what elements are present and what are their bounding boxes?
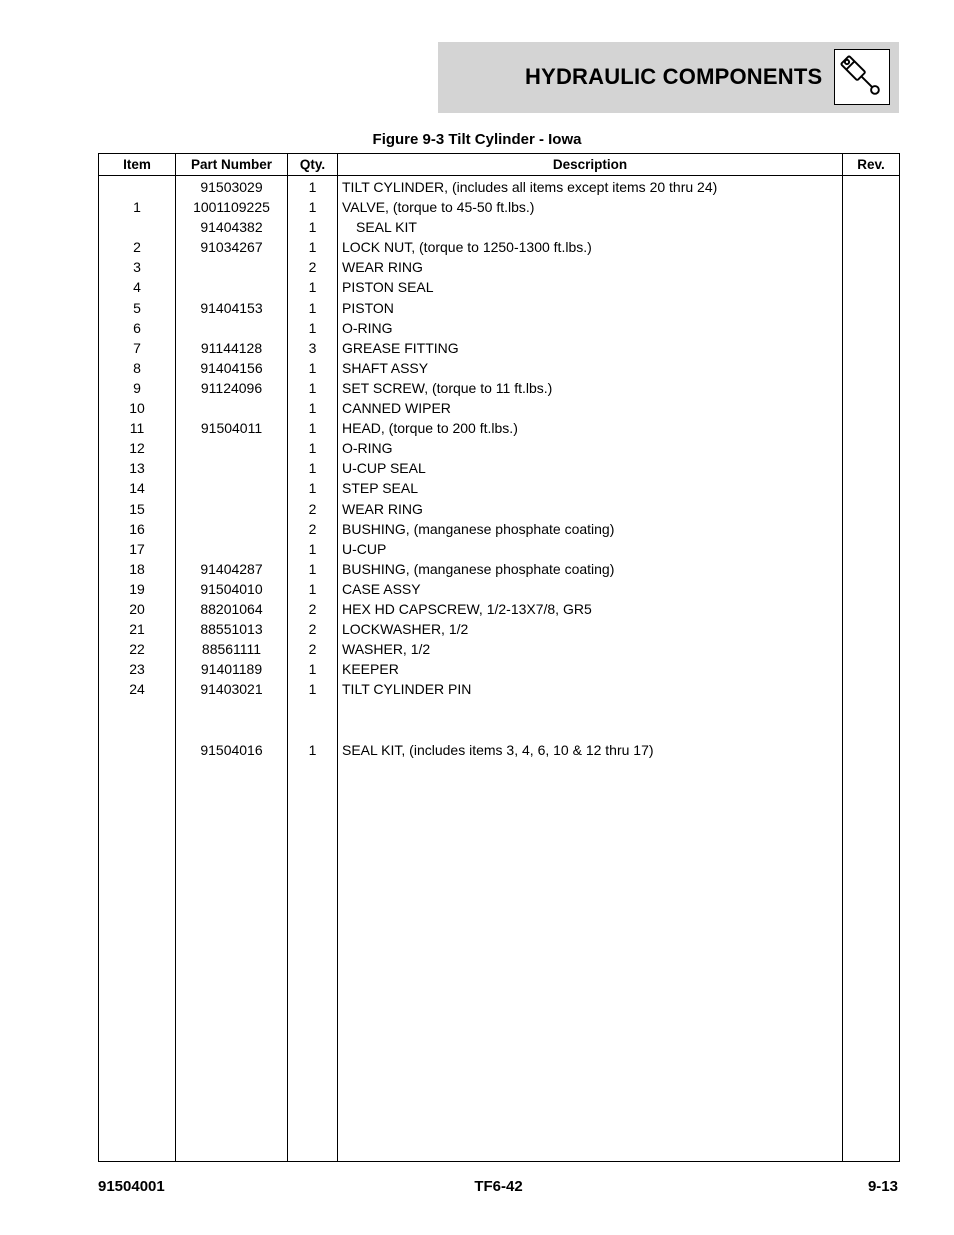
cell-description: U-CUP SEAL <box>338 459 843 479</box>
cell-rev <box>843 459 900 479</box>
cell-rev <box>843 339 900 359</box>
cell-rev <box>843 700 900 720</box>
table-row <box>99 218 900 238</box>
cell-rev <box>843 198 900 218</box>
cell-rev <box>843 278 900 298</box>
cell-item: 11 <box>99 419 176 439</box>
cell-description: O-RING <box>338 319 843 339</box>
column-header-item: Item <box>99 154 176 176</box>
table-filler-row <box>99 761 900 1162</box>
cell-part-number: 91403021 <box>176 680 288 700</box>
cell-rev <box>843 580 900 600</box>
cell-description: STEP SEAL <box>338 479 843 499</box>
cell-qty: 1 <box>288 540 338 560</box>
table-row <box>99 560 900 580</box>
cell-item: 5 <box>99 299 176 319</box>
cell-qty: 1 <box>288 680 338 700</box>
footer-page-number: 9-13 <box>867 1178 898 1195</box>
cell-qty: 1 <box>288 379 338 399</box>
cell-qty: 1 <box>288 278 338 298</box>
cell-description: CASE ASSY <box>338 580 843 600</box>
cell-part-number: 91144128 <box>176 339 288 359</box>
cell-item: 1 <box>99 198 176 218</box>
cell-item: 8 <box>99 359 176 379</box>
cell-part-number <box>176 540 288 560</box>
cell-item: 13 <box>99 459 176 479</box>
cell-description: WASHER, 1/2 <box>338 640 843 660</box>
cell-part-number: 91404156 <box>176 359 288 379</box>
cell-item: 3 <box>99 258 176 278</box>
cell-part-number <box>176 500 288 520</box>
cell-rev <box>843 680 900 700</box>
cell-qty <box>288 700 338 720</box>
cell-item: 12 <box>99 439 176 459</box>
figure-title: Figure 9-3 Tilt Cylinder - Iowa <box>372 131 582 148</box>
cell-rev <box>843 238 900 258</box>
cell-description: PISTON SEAL <box>338 278 843 298</box>
cell-qty: 1 <box>288 198 338 218</box>
filler-cell <box>843 761 900 1162</box>
cell-part-number <box>176 278 288 298</box>
cell-item: 18 <box>99 560 176 580</box>
cell-qty: 2 <box>288 520 338 540</box>
table-row <box>99 419 900 439</box>
cell-qty: 1 <box>288 399 338 419</box>
cell-description: PISTON <box>338 299 843 319</box>
table-row <box>99 680 900 700</box>
cell-rev <box>843 500 900 520</box>
cell-rev <box>843 379 900 399</box>
cell-rev <box>843 399 900 419</box>
cell-description: CANNED WIPER <box>338 399 843 419</box>
cell-rev <box>843 479 900 499</box>
cell-description: GREASE FITTING <box>338 339 843 359</box>
table-row <box>99 379 900 399</box>
column-header-part-number: Part Number <box>176 154 288 176</box>
table-row <box>99 339 900 359</box>
cell-item: 7 <box>99 339 176 359</box>
cell-qty: 1 <box>288 439 338 459</box>
cell-item: 4 <box>99 278 176 298</box>
cell-part-number: 91503029 <box>176 176 288 199</box>
cell-rev <box>843 660 900 680</box>
cell-qty: 2 <box>288 258 338 278</box>
cell-item <box>99 700 176 720</box>
column-header-rev: Rev. <box>843 154 900 176</box>
indented-description: SEAL KIT <box>356 219 417 236</box>
table-row <box>99 198 900 218</box>
cell-qty: 1 <box>288 419 338 439</box>
cell-item: 21 <box>99 620 176 640</box>
cell-description: SEAL KIT, (includes items 3, 4, 6, 10 & 12 thru 17) <box>338 741 843 761</box>
cell-part-number: 91404287 <box>176 560 288 580</box>
cell-qty: 2 <box>288 620 338 640</box>
table-row <box>99 620 900 640</box>
filler-cell <box>176 761 288 1162</box>
cell-part-number <box>176 258 288 278</box>
cell-description <box>338 218 843 238</box>
cell-qty: 1 <box>288 741 338 761</box>
footer-document-number: 91504001 <box>98 1178 165 1195</box>
cell-part-number <box>176 700 288 720</box>
cell-part-number: 91404153 <box>176 299 288 319</box>
cell-rev <box>843 520 900 540</box>
cell-item: 20 <box>99 600 176 620</box>
cell-qty: 1 <box>288 560 338 580</box>
cell-rev <box>843 258 900 278</box>
table-row <box>99 660 900 680</box>
cell-qty: 1 <box>288 319 338 339</box>
cell-item: 14 <box>99 479 176 499</box>
cell-part-number <box>176 479 288 499</box>
cell-rev <box>843 176 900 199</box>
cell-part-number: 1001109225 <box>176 198 288 218</box>
cell-item: 15 <box>99 500 176 520</box>
cell-description: HEAD, (torque to 200 ft.lbs.) <box>338 419 843 439</box>
cell-description: TILT CYLINDER PIN <box>338 680 843 700</box>
cell-qty: 1 <box>288 359 338 379</box>
cell-part-number: 88551013 <box>176 620 288 640</box>
cell-part-number: 91504016 <box>176 741 288 761</box>
cell-qty: 1 <box>288 660 338 680</box>
cell-description: SET SCREW, (torque to 11 ft.lbs.) <box>338 379 843 399</box>
cell-part-number: 88561111 <box>176 640 288 660</box>
cell-description: U-CUP <box>338 540 843 560</box>
cell-rev <box>843 640 900 660</box>
cell-item: 19 <box>99 580 176 600</box>
cell-part-number: 88201064 <box>176 600 288 620</box>
footer-model: TF6-42 <box>474 1178 523 1195</box>
cell-part-number: 91034267 <box>176 238 288 258</box>
cell-qty: 1 <box>288 176 338 199</box>
cell-part-number <box>176 399 288 419</box>
cell-description: WEAR RING <box>338 500 843 520</box>
cell-description: LOCK NUT, (torque to 1250-1300 ft.lbs.) <box>338 238 843 258</box>
cell-description: WEAR RING <box>338 258 843 278</box>
cell-item: 9 <box>99 379 176 399</box>
cell-description: TILT CYLINDER, (includes all items except items 20 thru 24) <box>338 176 843 199</box>
section-header <box>438 42 899 113</box>
table-row <box>99 299 900 319</box>
cell-part-number: 91504010 <box>176 580 288 600</box>
cell-rev <box>843 218 900 238</box>
cell-qty: 1 <box>288 218 338 238</box>
cell-part-number <box>176 520 288 540</box>
cell-item: 24 <box>99 680 176 700</box>
table-header-row <box>99 154 900 176</box>
cell-part-number <box>176 439 288 459</box>
cell-qty: 1 <box>288 299 338 319</box>
cell-item: 10 <box>99 399 176 419</box>
cell-rev <box>843 319 900 339</box>
cell-item: 23 <box>99 660 176 680</box>
cell-qty: 2 <box>288 500 338 520</box>
cell-description: KEEPER <box>338 660 843 680</box>
table-row <box>99 520 900 540</box>
table-row <box>99 399 900 419</box>
cell-qty: 1 <box>288 479 338 499</box>
cell-part-number: 91124096 <box>176 379 288 399</box>
table-row <box>99 580 900 600</box>
cell-qty: 1 <box>288 238 338 258</box>
section-title: HYDRAULIC COMPONENTS <box>525 64 823 89</box>
table-row <box>99 741 900 761</box>
cell-qty <box>288 721 338 741</box>
cell-item <box>99 176 176 199</box>
parts-table-body <box>99 176 900 1162</box>
cell-rev <box>843 741 900 761</box>
table-row <box>99 540 900 560</box>
column-header-description: Description <box>338 154 843 176</box>
table-row <box>99 600 900 620</box>
cell-rev <box>843 299 900 319</box>
cell-item: 16 <box>99 520 176 540</box>
table-row <box>99 640 900 660</box>
cell-part-number: 91504011 <box>176 419 288 439</box>
cell-qty: 1 <box>288 459 338 479</box>
table-row <box>99 278 900 298</box>
cell-qty: 2 <box>288 600 338 620</box>
cell-rev <box>843 439 900 459</box>
cell-qty: 2 <box>288 640 338 660</box>
cell-qty: 1 <box>288 580 338 600</box>
table-row <box>99 319 900 339</box>
cell-rev <box>843 540 900 560</box>
cell-item <box>99 218 176 238</box>
cell-part-number <box>176 319 288 339</box>
cell-part-number: 91404382 <box>176 218 288 238</box>
table-row <box>99 258 900 278</box>
cell-description <box>338 721 843 741</box>
cell-item: 17 <box>99 540 176 560</box>
cell-item: 22 <box>99 640 176 660</box>
cell-description: SHAFT ASSY <box>338 359 843 379</box>
table-row <box>99 500 900 520</box>
cell-item: 6 <box>99 319 176 339</box>
cell-description: BUSHING, (manganese phosphate coating) <box>338 520 843 540</box>
cell-description: O-RING <box>338 439 843 459</box>
cell-part-number <box>176 459 288 479</box>
cell-rev <box>843 419 900 439</box>
column-header-qty: Qty. <box>288 154 338 176</box>
filler-cell <box>338 761 843 1162</box>
hydraulic-cylinder-icon <box>834 49 890 105</box>
cell-part-number: 91401189 <box>176 660 288 680</box>
table-row <box>99 359 900 379</box>
cell-item <box>99 741 176 761</box>
table-row <box>99 721 900 741</box>
cell-part-number <box>176 721 288 741</box>
parts-table <box>98 153 900 1162</box>
cell-item <box>99 721 176 741</box>
cell-description: LOCKWASHER, 1/2 <box>338 620 843 640</box>
cell-rev <box>843 359 900 379</box>
table-row <box>99 700 900 720</box>
cell-description: BUSHING, (manganese phosphate coating) <box>338 560 843 580</box>
cell-rev <box>843 620 900 640</box>
table-row <box>99 176 900 199</box>
filler-cell <box>288 761 338 1162</box>
cell-qty: 3 <box>288 339 338 359</box>
table-row <box>99 238 900 258</box>
table-row <box>99 479 900 499</box>
cell-item: 2 <box>99 238 176 258</box>
cell-description: VALVE, (torque to 45-50 ft.lbs.) <box>338 198 843 218</box>
cell-description <box>338 700 843 720</box>
filler-cell <box>99 761 176 1162</box>
cell-rev <box>843 600 900 620</box>
cell-description: HEX HD CAPSCREW, 1/2-13X7/8, GR5 <box>338 600 843 620</box>
cell-rev <box>843 560 900 580</box>
table-row <box>99 439 900 459</box>
table-row <box>99 459 900 479</box>
cell-rev <box>843 721 900 741</box>
